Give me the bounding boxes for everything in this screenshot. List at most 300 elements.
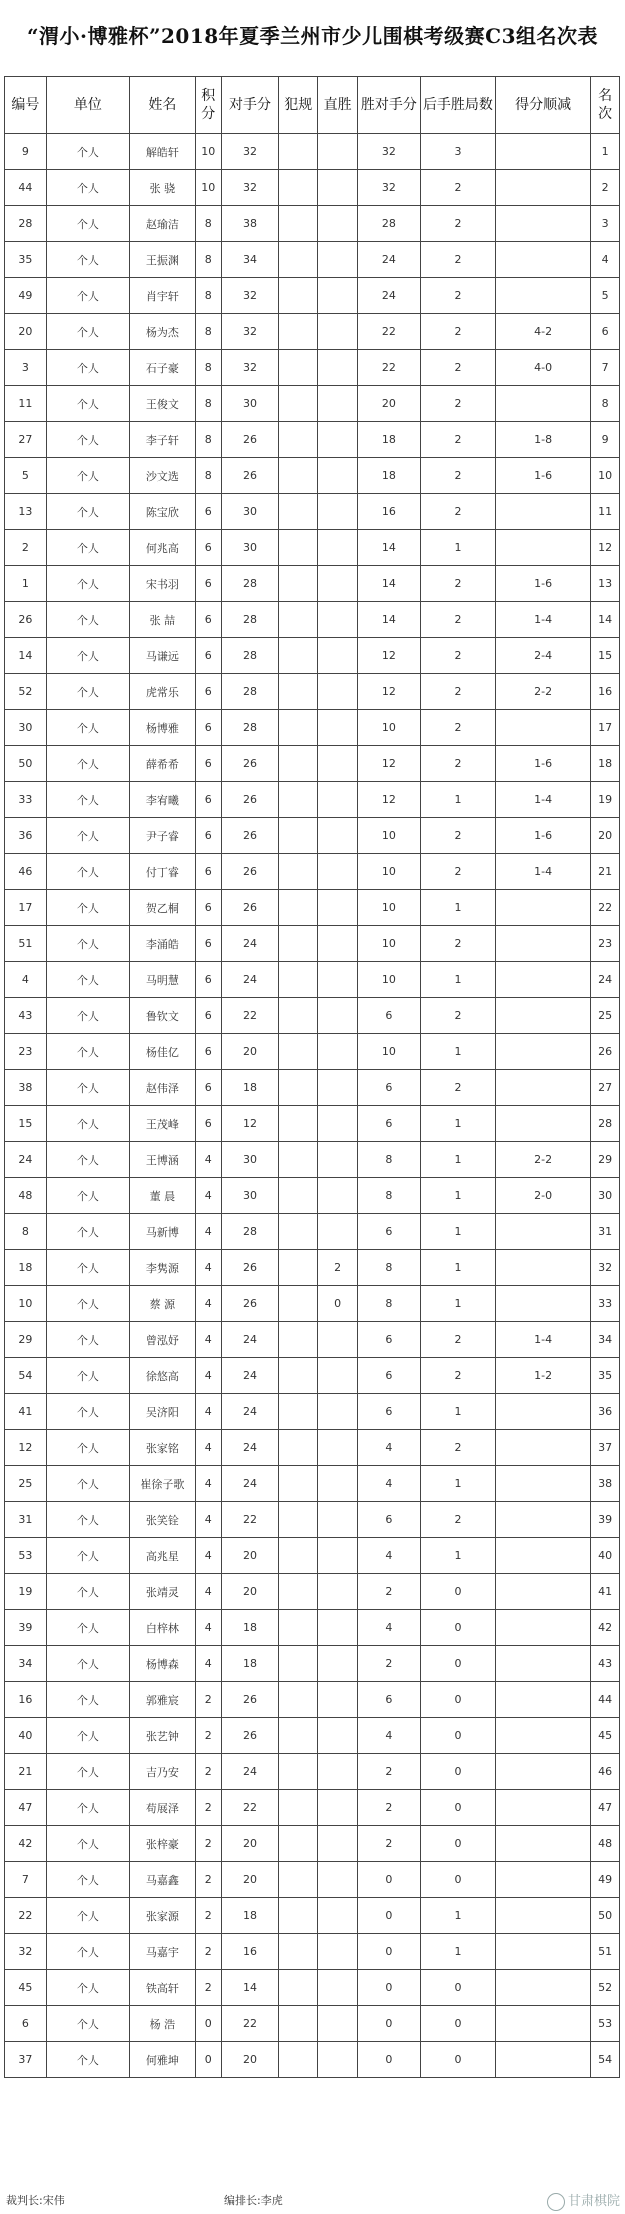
cell-id: 14 (5, 638, 47, 674)
referee-label: 裁判长:宋伟 (6, 2194, 65, 2207)
cell-second-move-wins: 0 (420, 1754, 495, 1790)
table-row (5, 494, 620, 530)
cell-rank: 42 (591, 1610, 620, 1646)
cell-second-move-wins: 1 (420, 1898, 495, 1934)
cell-second-move-wins: 0 (420, 2042, 495, 2078)
cell-fouls (279, 746, 318, 782)
cell-rank: 51 (591, 1934, 620, 1970)
cell-win-opponent-score: 18 (357, 422, 420, 458)
cell-id: 51 (5, 926, 47, 962)
cell-score-decrement: 2-4 (495, 638, 590, 674)
cell-fouls (279, 1286, 318, 1322)
cell-second-move-wins: 2 (420, 1070, 495, 1106)
cell-opponent-score: 20 (221, 1574, 278, 1610)
table-row (5, 1646, 620, 1682)
cell-unit: 个人 (46, 1646, 129, 1682)
cell-direct-win (318, 854, 357, 890)
cell-direct-win (318, 242, 357, 278)
cell-fouls (279, 890, 318, 926)
cell-fouls (279, 854, 318, 890)
cell-opponent-score: 22 (221, 1790, 278, 1826)
cell-second-move-wins: 1 (420, 1538, 495, 1574)
cell-win-opponent-score: 8 (357, 1286, 420, 1322)
cell-direct-win (318, 1790, 357, 1826)
cell-second-move-wins: 2 (420, 566, 495, 602)
cell-name: 白梓林 (130, 1610, 196, 1646)
cell-name: 杨佳亿 (130, 1034, 196, 1070)
cell-score-decrement (495, 1286, 590, 1322)
cell-second-move-wins: 1 (420, 1214, 495, 1250)
table-row (5, 1826, 620, 1862)
cell-points: 2 (195, 1718, 221, 1754)
cell-name: 石子豪 (130, 350, 196, 386)
cell-direct-win: 2 (318, 1250, 357, 1286)
cell-second-move-wins: 1 (420, 782, 495, 818)
cell-opponent-score: 26 (221, 458, 278, 494)
cell-score-decrement: 2-0 (495, 1178, 590, 1214)
cell-name: 李宥曦 (130, 782, 196, 818)
cell-fouls (279, 494, 318, 530)
cell-win-opponent-score: 10 (357, 854, 420, 890)
cell-name: 苟展泽 (130, 1790, 196, 1826)
cell-name: 解皓轩 (130, 134, 196, 170)
watermark (547, 2190, 620, 2211)
cell-second-move-wins: 0 (420, 1790, 495, 1826)
cell-direct-win (318, 1862, 357, 1898)
cell-points: 4 (195, 1142, 221, 1178)
cell-win-opponent-score: 6 (357, 1070, 420, 1106)
cell-opponent-score: 22 (221, 998, 278, 1034)
cell-rank: 2 (591, 170, 620, 206)
cell-direct-win (318, 1070, 357, 1106)
cell-rank: 18 (591, 746, 620, 782)
cell-rank: 4 (591, 242, 620, 278)
cell-second-move-wins: 1 (420, 1034, 495, 1070)
cell-score-decrement (495, 134, 590, 170)
cell-name: 王茂峰 (130, 1106, 196, 1142)
cell-unit: 个人 (46, 962, 129, 998)
cell-unit: 个人 (46, 1322, 129, 1358)
cell-second-move-wins: 2 (420, 710, 495, 746)
cell-rank: 45 (591, 1718, 620, 1754)
cell-id: 10 (5, 1286, 47, 1322)
cell-win-opponent-score: 0 (357, 1970, 420, 2006)
cell-points: 4 (195, 1538, 221, 1574)
cell-fouls (279, 1862, 318, 1898)
cell-rank: 28 (591, 1106, 620, 1142)
table-body (5, 134, 620, 2078)
cell-second-move-wins: 1 (420, 1286, 495, 1322)
cell-rank: 43 (591, 1646, 620, 1682)
cell-name: 徐悠高 (130, 1358, 196, 1394)
cell-opponent-score: 16 (221, 1934, 278, 1970)
table-row (5, 962, 620, 998)
cell-points: 8 (195, 206, 221, 242)
cell-id: 28 (5, 206, 47, 242)
cell-win-opponent-score: 10 (357, 962, 420, 998)
cell-rank: 39 (591, 1502, 620, 1538)
cell-score-decrement (495, 1610, 590, 1646)
cell-rank: 6 (591, 314, 620, 350)
cell-opponent-score: 20 (221, 1538, 278, 1574)
cell-second-move-wins: 2 (420, 638, 495, 674)
cell-score-decrement: 4-2 (495, 314, 590, 350)
cell-unit: 个人 (46, 1214, 129, 1250)
cell-rank: 14 (591, 602, 620, 638)
cell-direct-win (318, 710, 357, 746)
cell-name: 肖宇轩 (130, 278, 196, 314)
cell-fouls (279, 1538, 318, 1574)
cell-name: 马谦远 (130, 638, 196, 674)
cell-points: 4 (195, 1646, 221, 1682)
header-second-move-wins: 后手胜局数 (420, 77, 495, 134)
table-row (5, 1934, 620, 1970)
cell-score-decrement (495, 1754, 590, 1790)
cell-id: 22 (5, 1898, 47, 1934)
cell-opponent-score: 28 (221, 1214, 278, 1250)
cell-score-decrement: 2-2 (495, 1142, 590, 1178)
cell-id: 52 (5, 674, 47, 710)
cell-id: 39 (5, 1610, 47, 1646)
table-row (5, 818, 620, 854)
cell-rank: 9 (591, 422, 620, 458)
cell-fouls (279, 242, 318, 278)
cell-fouls (279, 638, 318, 674)
header-score-decrement: 得分顺减 (495, 77, 590, 134)
table-row (5, 1178, 620, 1214)
cell-score-decrement (495, 998, 590, 1034)
cell-id: 19 (5, 1574, 47, 1610)
cell-points: 6 (195, 890, 221, 926)
cell-points: 6 (195, 854, 221, 890)
cell-second-move-wins: 1 (420, 1178, 495, 1214)
cell-fouls (279, 1754, 318, 1790)
cell-points: 6 (195, 710, 221, 746)
cell-second-move-wins: 2 (420, 854, 495, 890)
cell-second-move-wins: 2 (420, 602, 495, 638)
cell-score-decrement (495, 1466, 590, 1502)
cell-id: 40 (5, 1718, 47, 1754)
cell-second-move-wins: 2 (420, 926, 495, 962)
cell-rank: 20 (591, 818, 620, 854)
cell-unit: 个人 (46, 1682, 129, 1718)
cell-id: 54 (5, 1358, 47, 1394)
cell-opponent-score: 22 (221, 1502, 278, 1538)
cell-win-opponent-score: 2 (357, 1826, 420, 1862)
cell-opponent-score: 28 (221, 710, 278, 746)
table-row (5, 242, 620, 278)
cell-second-move-wins: 2 (420, 206, 495, 242)
cell-unit: 个人 (46, 278, 129, 314)
cell-opponent-score: 24 (221, 1754, 278, 1790)
cell-score-decrement (495, 926, 590, 962)
table-row (5, 926, 620, 962)
cell-unit: 个人 (46, 2006, 129, 2042)
cell-rank: 21 (591, 854, 620, 890)
cell-score-decrement: 4-0 (495, 350, 590, 386)
cell-direct-win (318, 1970, 357, 2006)
cell-direct-win (318, 1574, 357, 1610)
cell-win-opponent-score: 10 (357, 890, 420, 926)
header-direct-win: 直胜 (318, 77, 357, 134)
cell-name: 杨博雅 (130, 710, 196, 746)
cell-direct-win (318, 1610, 357, 1646)
cell-score-decrement: 1-6 (495, 458, 590, 494)
cell-name: 付丁睿 (130, 854, 196, 890)
cell-win-opponent-score: 0 (357, 2006, 420, 2042)
cell-points: 10 (195, 134, 221, 170)
cell-second-move-wins: 0 (420, 1646, 495, 1682)
cell-name: 李子轩 (130, 422, 196, 458)
cell-score-decrement (495, 1538, 590, 1574)
cell-name: 马嘉鑫 (130, 1862, 196, 1898)
cell-unit: 个人 (46, 1070, 129, 1106)
cell-id: 49 (5, 278, 47, 314)
cell-unit: 个人 (46, 818, 129, 854)
cell-rank: 13 (591, 566, 620, 602)
cell-win-opponent-score: 8 (357, 1142, 420, 1178)
cell-rank: 23 (591, 926, 620, 962)
cell-fouls (279, 1898, 318, 1934)
cell-points: 6 (195, 998, 221, 1034)
cell-score-decrement: 1-8 (495, 422, 590, 458)
cell-opponent-score: 38 (221, 206, 278, 242)
cell-id: 29 (5, 1322, 47, 1358)
cell-id: 25 (5, 1466, 47, 1502)
cell-second-move-wins: 2 (420, 170, 495, 206)
cell-direct-win (318, 1142, 357, 1178)
cell-points: 2 (195, 1898, 221, 1934)
cell-points: 6 (195, 602, 221, 638)
cell-rank: 36 (591, 1394, 620, 1430)
arranger-label: 编排长:李虎 (224, 2194, 283, 2207)
cell-win-opponent-score: 2 (357, 1574, 420, 1610)
cell-rank: 40 (591, 1538, 620, 1574)
cell-id: 21 (5, 1754, 47, 1790)
cell-unit: 个人 (46, 1754, 129, 1790)
cell-score-decrement (495, 1826, 590, 1862)
cell-unit: 个人 (46, 314, 129, 350)
cell-name: 王振渊 (130, 242, 196, 278)
cell-score-decrement (495, 1034, 590, 1070)
cell-second-move-wins: 2 (420, 242, 495, 278)
cell-opponent-score: 20 (221, 1826, 278, 1862)
cell-points: 4 (195, 1322, 221, 1358)
cell-rank: 35 (591, 1358, 620, 1394)
cell-unit: 个人 (46, 386, 129, 422)
table-row (5, 1214, 620, 1250)
cell-points: 6 (195, 674, 221, 710)
table-row (5, 1682, 620, 1718)
table-row (5, 1394, 620, 1430)
table-row (5, 1574, 620, 1610)
cell-score-decrement: 1-6 (495, 818, 590, 854)
cell-second-move-wins: 0 (420, 1862, 495, 1898)
header-row (5, 77, 620, 134)
cell-points: 6 (195, 638, 221, 674)
cell-opponent-score: 18 (221, 1898, 278, 1934)
cell-opponent-score: 26 (221, 1286, 278, 1322)
cell-direct-win (318, 1178, 357, 1214)
table-row (5, 134, 620, 170)
cell-unit: 个人 (46, 1034, 129, 1070)
cell-unit: 个人 (46, 854, 129, 890)
cell-direct-win (318, 1214, 357, 1250)
cell-name: 陈宝欣 (130, 494, 196, 530)
table-row (5, 1322, 620, 1358)
cell-rank: 17 (591, 710, 620, 746)
cell-unit: 个人 (46, 566, 129, 602)
cell-fouls (279, 1970, 318, 2006)
cell-id: 23 (5, 1034, 47, 1070)
cell-second-move-wins: 1 (420, 1142, 495, 1178)
cell-opponent-score: 30 (221, 1178, 278, 1214)
cell-fouls (279, 1394, 318, 1430)
page-title: “渭小·博雅杯”2018年夏季兰州市少儿围棋考级赛C3组名次表 (27, 24, 598, 48)
cell-rank: 53 (591, 2006, 620, 2042)
cell-score-decrement (495, 530, 590, 566)
cell-name: 张 骁 (130, 170, 196, 206)
table-row (5, 1610, 620, 1646)
cell-fouls (279, 2042, 318, 2078)
cell-id: 48 (5, 1178, 47, 1214)
cell-points: 6 (195, 566, 221, 602)
cell-opponent-score: 30 (221, 1142, 278, 1178)
cell-direct-win (318, 926, 357, 962)
cell-direct-win (318, 386, 357, 422)
cell-score-decrement (495, 1898, 590, 1934)
cell-points: 2 (195, 1790, 221, 1826)
cell-fouls (279, 530, 318, 566)
cell-win-opponent-score: 12 (357, 638, 420, 674)
cell-name: 高兆星 (130, 1538, 196, 1574)
cell-win-opponent-score: 6 (357, 1682, 420, 1718)
cell-id: 33 (5, 782, 47, 818)
table-row (5, 998, 620, 1034)
cell-second-move-wins: 0 (420, 1682, 495, 1718)
header-fouls: 犯规 (279, 77, 318, 134)
cell-fouls (279, 458, 318, 494)
cell-second-move-wins: 1 (420, 1394, 495, 1430)
cell-points: 8 (195, 458, 221, 494)
cell-id: 44 (5, 170, 47, 206)
cell-points: 2 (195, 1970, 221, 2006)
header-name: 姓名 (130, 77, 196, 134)
cell-direct-win (318, 2006, 357, 2042)
cell-points: 2 (195, 1934, 221, 1970)
cell-fouls (279, 1106, 318, 1142)
cell-unit: 个人 (46, 1970, 129, 2006)
cell-opponent-score: 26 (221, 746, 278, 782)
cell-id: 3 (5, 350, 47, 386)
cell-rank: 24 (591, 962, 620, 998)
table-row (5, 602, 620, 638)
cell-direct-win (318, 1394, 357, 1430)
cell-score-decrement (495, 962, 590, 998)
cell-direct-win (318, 746, 357, 782)
cell-unit: 个人 (46, 926, 129, 962)
table-row (5, 854, 620, 890)
table-row (5, 1358, 620, 1394)
cell-name: 王博涵 (130, 1142, 196, 1178)
cell-unit: 个人 (46, 602, 129, 638)
cell-rank: 12 (591, 530, 620, 566)
ranking-table (4, 76, 620, 2078)
cell-opponent-score: 32 (221, 314, 278, 350)
cell-score-decrement (495, 206, 590, 242)
cell-rank: 38 (591, 1466, 620, 1502)
cell-points: 2 (195, 1826, 221, 1862)
cell-rank: 5 (591, 278, 620, 314)
cell-name: 何兆高 (130, 530, 196, 566)
cell-fouls (279, 1214, 318, 1250)
cell-id: 30 (5, 710, 47, 746)
cell-name: 铁高轩 (130, 1970, 196, 2006)
cell-win-opponent-score: 20 (357, 386, 420, 422)
cell-fouls (279, 782, 318, 818)
cell-fouls (279, 674, 318, 710)
cell-direct-win (318, 2042, 357, 2078)
cell-opponent-score: 26 (221, 854, 278, 890)
cell-unit: 个人 (46, 1502, 129, 1538)
cell-second-move-wins: 2 (420, 1430, 495, 1466)
cell-points: 8 (195, 242, 221, 278)
cell-second-move-wins: 2 (420, 494, 495, 530)
table-row (5, 890, 620, 926)
cell-opponent-score: 28 (221, 674, 278, 710)
cell-unit: 个人 (46, 998, 129, 1034)
cell-unit: 个人 (46, 890, 129, 926)
cell-name: 何雅坤 (130, 2042, 196, 2078)
cell-direct-win (318, 602, 357, 638)
cell-points: 6 (195, 1106, 221, 1142)
cell-id: 24 (5, 1142, 47, 1178)
cell-id: 4 (5, 962, 47, 998)
cell-rank: 1 (591, 134, 620, 170)
cell-second-move-wins: 1 (420, 890, 495, 926)
cell-unit: 个人 (46, 1826, 129, 1862)
cell-rank: 49 (591, 1862, 620, 1898)
cell-score-decrement (495, 1862, 590, 1898)
cell-second-move-wins: 2 (420, 314, 495, 350)
cell-score-decrement (495, 1934, 590, 1970)
cell-name: 吉乃安 (130, 1754, 196, 1790)
cell-id: 2 (5, 530, 47, 566)
cell-id: 38 (5, 1070, 47, 1106)
cell-points: 8 (195, 350, 221, 386)
cell-second-move-wins: 1 (420, 530, 495, 566)
table-row (5, 1502, 620, 1538)
table-row (5, 1466, 620, 1502)
cell-win-opponent-score: 10 (357, 818, 420, 854)
cell-id: 45 (5, 1970, 47, 2006)
cell-name: 张 喆 (130, 602, 196, 638)
cell-id: 47 (5, 1790, 47, 1826)
cell-opponent-score: 30 (221, 530, 278, 566)
cell-rank: 37 (591, 1430, 620, 1466)
cell-second-move-wins: 1 (420, 1934, 495, 1970)
cell-unit: 个人 (46, 1358, 129, 1394)
cell-rank: 54 (591, 2042, 620, 2078)
cell-win-opponent-score: 2 (357, 1646, 420, 1682)
cell-points: 4 (195, 1286, 221, 1322)
cell-unit: 个人 (46, 1898, 129, 1934)
cell-second-move-wins: 2 (420, 1358, 495, 1394)
cell-name: 马明慧 (130, 962, 196, 998)
cell-rank: 34 (591, 1322, 620, 1358)
cell-id: 41 (5, 1394, 47, 1430)
cell-direct-win (318, 1718, 357, 1754)
